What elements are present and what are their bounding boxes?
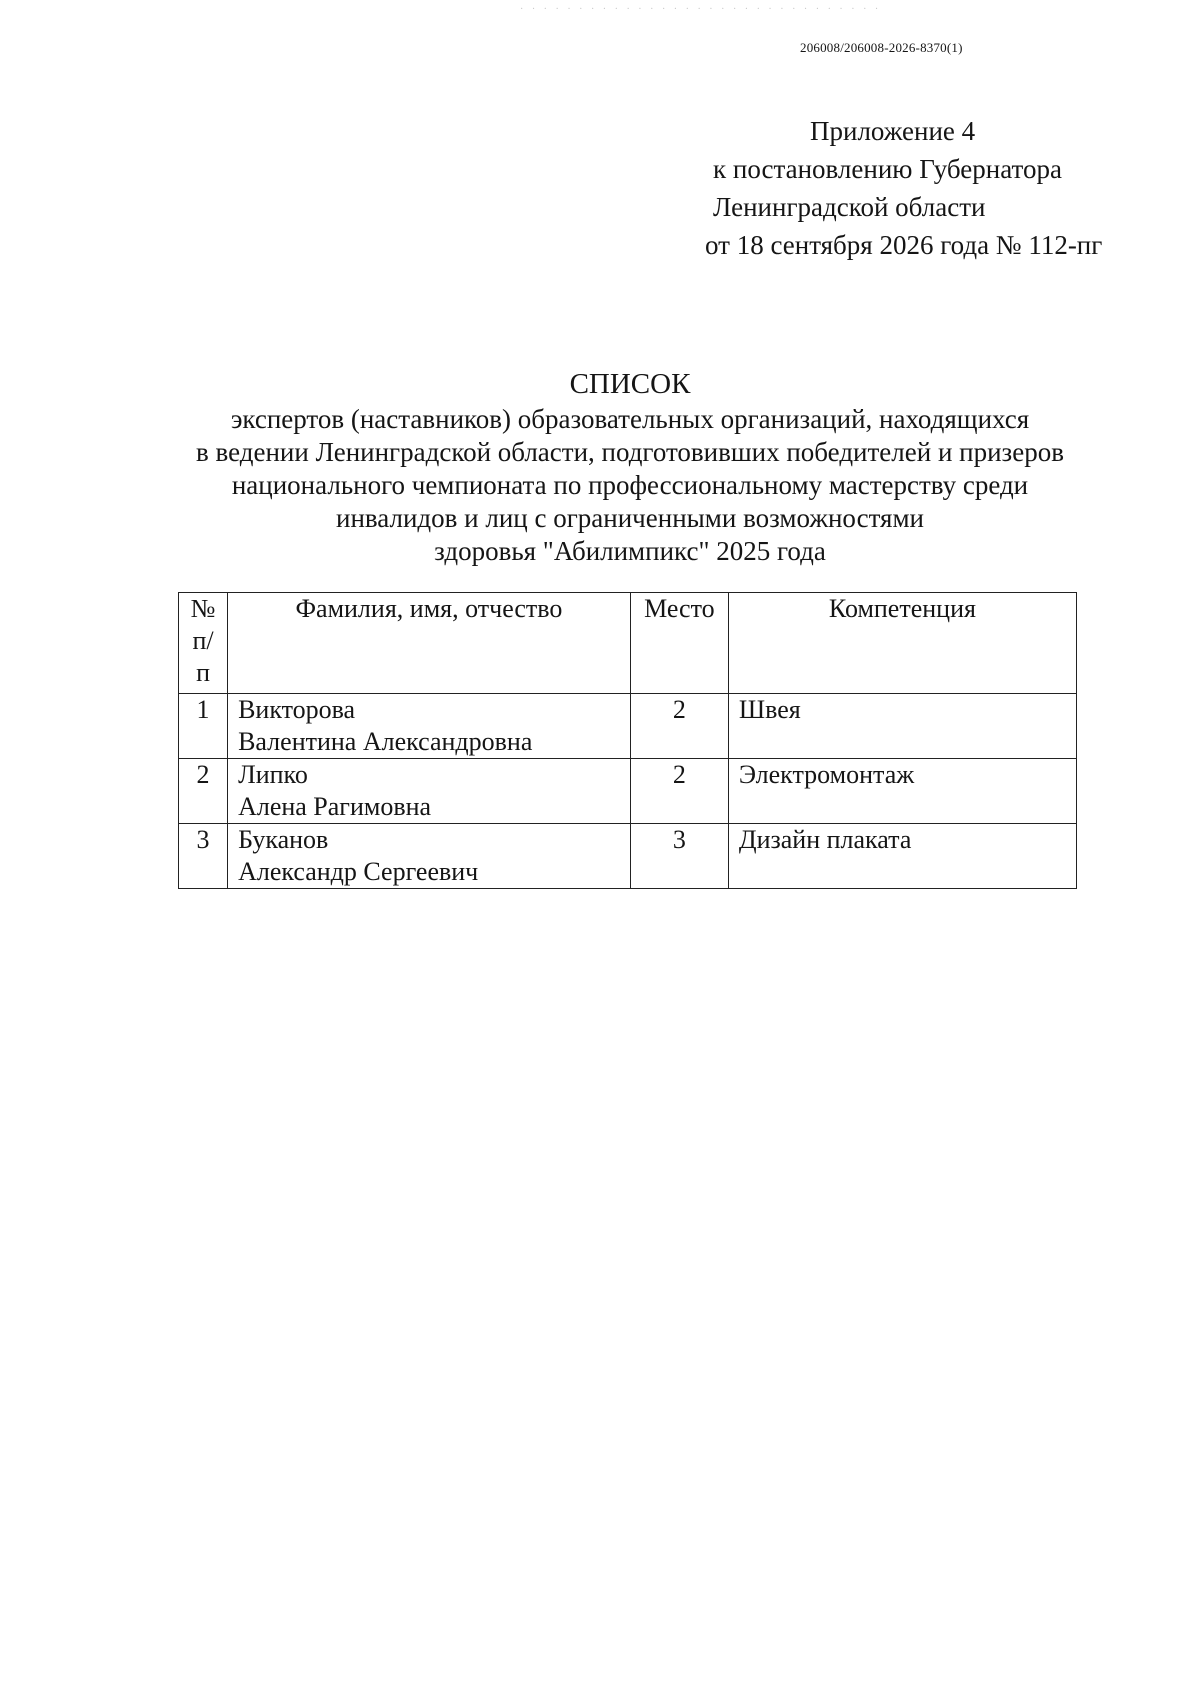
table-row xyxy=(179,824,1077,889)
table-row xyxy=(179,694,1077,759)
document-id: 206008/206008-2026-8370(1) xyxy=(800,40,963,55)
row-given-names: Алена Рагимовна xyxy=(238,792,432,821)
appendix-reference: к постановлению Губернатора xyxy=(713,154,1062,184)
row-number: 1 xyxy=(179,694,228,759)
row-surname: Викторова xyxy=(238,695,356,724)
table-header-row xyxy=(179,593,1077,694)
header-number-symbol: № xyxy=(190,594,216,623)
row-surname: Липко xyxy=(238,760,308,789)
header-number xyxy=(179,593,228,694)
row-competence: Дизайн плаката xyxy=(728,824,1076,889)
row-given-names: Валентина Александровна xyxy=(238,727,533,756)
appendix-number: Приложение 4 xyxy=(810,116,976,146)
list-subtitle-line: экспертов (наставников) образовательных организаций, находящихся xyxy=(230,404,1030,434)
list-subtitle-line: национального чемпионата по профессиональному мастерству среди xyxy=(231,470,1029,500)
row-full-name xyxy=(228,824,631,889)
list-subtitle-line: здоровья "Абилимпикс" 2025 года xyxy=(434,536,826,566)
row-number: 2 xyxy=(179,759,228,824)
row-competence: Швея xyxy=(728,694,1076,759)
header-competence: Компетенция xyxy=(728,593,1076,694)
appendix-date-number: от 18 сентября 2026 года № 112-пг xyxy=(705,230,1103,260)
scan-artifact: · · · · · · · · · · · · · · · · · · · · · · · · · · · · · · · xyxy=(520,4,882,15)
row-place: 2 xyxy=(630,694,728,759)
list-subtitle-line: инвалидов и лиц с ограниченными возможностями xyxy=(336,503,924,533)
row-place: 3 xyxy=(630,824,728,889)
row-full-name xyxy=(228,694,631,759)
header-name: Фамилия, имя, отчество xyxy=(228,593,631,694)
row-surname: Буканов xyxy=(238,825,329,854)
table-row xyxy=(179,759,1077,824)
list-heading xyxy=(160,368,1100,568)
header-place: Место xyxy=(630,593,728,694)
row-competence: Электромонтаж xyxy=(728,759,1076,824)
appendix-block xyxy=(705,112,1102,264)
row-full-name xyxy=(228,759,631,824)
list-title: СПИСОК xyxy=(569,368,691,400)
list-subtitle-line: в ведении Ленинградской области, подготовивших победителей и призеров xyxy=(196,437,1064,467)
experts-table xyxy=(178,592,1077,889)
appendix-region: Ленинградской области xyxy=(713,192,986,222)
row-number: 3 xyxy=(179,824,228,889)
row-place: 2 xyxy=(630,759,728,824)
row-given-names: Александр Сергеевич xyxy=(238,857,479,886)
header-number-abbr: п/п xyxy=(192,626,214,687)
